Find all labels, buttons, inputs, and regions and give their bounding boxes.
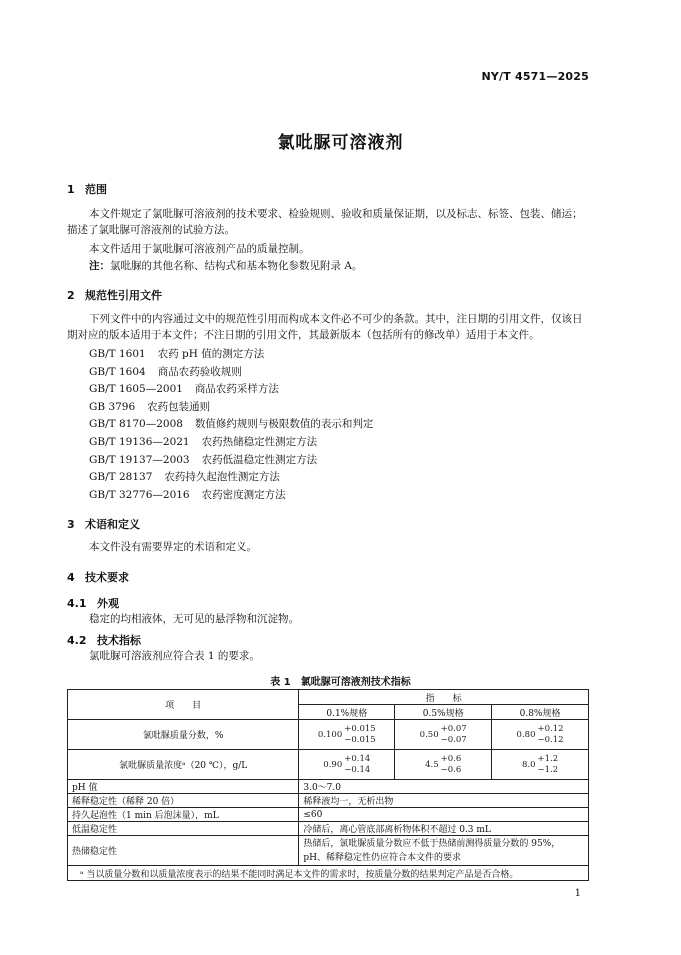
reference-code: GB/T 1601 [89, 348, 146, 360]
value-cell: ≤60 [299, 808, 589, 822]
reference-name: 数值修约规则与极限数值的表示和判定 [194, 418, 374, 431]
reference-item [89, 416, 373, 434]
base-value: 8.0 [521, 759, 536, 770]
plus-tolerance: +0.6 [440, 753, 462, 764]
reference-item [89, 434, 373, 452]
document-title: 氯吡脲可溶液剂 [277, 133, 404, 153]
reference-name: 商品农药验收规则 [157, 365, 242, 378]
section-4-heading [67, 569, 129, 585]
spec-header: 0.1%规格 [299, 705, 395, 720]
reference-name: 农药 pH 值的测定方法 [157, 348, 265, 360]
value-cell: 3.0～7.0 [299, 780, 589, 794]
reference-list [89, 346, 373, 504]
section-1-heading [67, 181, 107, 197]
section-number: 4.1 [67, 597, 87, 610]
reference-code: GB/T 32776—2016 [89, 488, 190, 501]
minus-tolerance: −1.2 [537, 764, 559, 775]
section-number: 1 [67, 183, 75, 196]
minus-tolerance: −0.6 [440, 764, 462, 775]
section-title: 技术指标 [97, 634, 141, 647]
header-item-cell: 项 目 [68, 690, 299, 720]
value-cell [395, 750, 492, 780]
table-row [68, 780, 589, 794]
minus-tolerance: −0.07 [440, 734, 467, 745]
section-4-2-heading [67, 632, 141, 648]
spec-header: 0.5%规格 [395, 705, 492, 720]
section-title: 技术要求 [85, 571, 129, 584]
section-number: 4 [67, 571, 75, 584]
plus-tolerance: +0.14 [344, 753, 371, 764]
section-title: 外观 [97, 597, 119, 610]
base-value: 4.5 [425, 759, 439, 770]
page-number: 1 [574, 888, 581, 899]
reference-name: 农药低温稳定性测定方法 [201, 453, 318, 466]
value-cell [395, 720, 492, 750]
reference-item [89, 399, 373, 417]
value-cell [299, 836, 589, 866]
scope-applicability: 本文件适用于氯吡脲可溶液剂产品的质量控制。 [89, 243, 310, 255]
reference-item [89, 364, 373, 382]
references-intro: 下列文件中的内容通过文中的规范性引用而构成本文件必不可少的条款。其中，注日期的引用文件，仅该日期对应的版本适用于本文件；不注日期的引用文件，其最新版本（包括所有的修改单）适用于本文件。 [67, 313, 583, 341]
minus-tolerance: −0.015 [344, 734, 376, 745]
table-row [68, 794, 589, 808]
scope-note [89, 258, 589, 274]
row-label: pH 值 [68, 780, 299, 794]
reference-code: GB/T 1605—2001 [89, 383, 183, 396]
section-number: 4.2 [67, 634, 87, 647]
heat-value-line-1: 热储后，氯吡脲质量分数应不低于热储前测得质量分数的 95%， [303, 838, 561, 849]
minus-tolerance: −0.12 [537, 734, 564, 745]
base-value: 0.90 [323, 759, 343, 770]
base-value: 0.50 [419, 729, 439, 740]
indicators-paragraph: 氯吡脲可溶液剂应符合表 1 的要求。 [89, 650, 260, 662]
reference-item [89, 381, 373, 399]
row-label: 氯吡脲质量浓度ᵃ（20 ℃），g/L [68, 750, 299, 780]
table-row [68, 822, 589, 836]
reference-item [89, 469, 373, 487]
value-cell [299, 750, 395, 780]
reference-code: GB/T 19136—2021 [89, 435, 190, 448]
scope-paragraph: 本文件规定了氯吡脲可溶液剂的技术要求、检验规则、验收和质量保证期，以及标志、标签、包装、储运；描述了氯吡脲可溶液剂的试验方法。 [67, 208, 583, 236]
reference-code: GB 3796 [89, 400, 136, 413]
value-cell: 冷储后，离心管底部离析物体积不超过 0.3 mL [299, 822, 589, 836]
value-cell: 稀释液均一，无析出物 [299, 794, 589, 808]
table-row [68, 866, 589, 881]
value-cell [492, 750, 589, 780]
section-title: 术语和定义 [85, 518, 140, 531]
appearance-paragraph: 稳定的均相液体，无可见的悬浮物和沉淀物。 [89, 613, 299, 625]
plus-tolerance: +0.07 [440, 723, 467, 734]
minus-tolerance: −0.14 [344, 764, 371, 775]
reference-item [89, 487, 373, 505]
row-label: 热储稳定性 [68, 836, 299, 866]
section-title: 规范性引用文件 [85, 289, 162, 302]
reference-code: GB/T 19137—2003 [89, 453, 190, 466]
row-label: 稀释稳定性（稀释 20 倍） [68, 794, 299, 808]
table-row [68, 750, 589, 780]
reference-code: GB/T 8170—2008 [89, 418, 183, 431]
table-row [68, 720, 589, 750]
row-label: 低温稳定性 [68, 822, 299, 836]
section-number: 2 [67, 289, 75, 302]
section-2-heading [67, 287, 162, 303]
table-row [68, 836, 589, 866]
plus-tolerance: +0.015 [344, 723, 376, 734]
spec-table [67, 689, 589, 881]
section-4-1-heading [67, 595, 119, 611]
section-title: 范围 [85, 183, 107, 196]
spec-header: 0.8%规格 [492, 705, 589, 720]
table-footnote: ᵃ 当以质量分数和以质量浓度表示的结果不能同时满足本文件的需求时，按质量分数的结果判定产品是否合格。 [68, 866, 589, 881]
value-cell [492, 720, 589, 750]
value-cell [299, 720, 395, 750]
terms-paragraph: 本文件没有需要界定的术语和定义。 [89, 541, 257, 553]
reference-name: 商品农药采样方法 [194, 383, 279, 396]
reference-name: 农药热储稳定性测定方法 [201, 435, 318, 448]
plus-tolerance: +0.12 [537, 723, 564, 734]
reference-name: 农药持久起泡性测定方法 [164, 471, 280, 484]
table-caption: 表 1 氯吡脲可溶液剂技术指标 [270, 677, 411, 688]
row-label: 持久起泡性（1 min 后泡沫量），mL [68, 808, 299, 822]
base-value: 0.100 [317, 729, 343, 740]
reference-item [89, 452, 373, 470]
reference-name: 农药密度测定方法 [201, 488, 286, 501]
note-label: 注： [89, 260, 110, 272]
standard-code: NY/T 4571—2025 [481, 70, 589, 83]
reference-code: GB/T 28137 [89, 471, 153, 484]
reference-item [89, 346, 373, 364]
section-number: 3 [67, 518, 75, 531]
reference-code: GB/T 1604 [89, 365, 146, 378]
reference-name: 农药包装通则 [147, 400, 211, 413]
table-row [68, 808, 589, 822]
base-value: 0.80 [516, 729, 536, 740]
table-row [68, 690, 589, 705]
row-label: 氯吡脲质量分数，% [68, 720, 299, 750]
note-text: 氯吡脲的其他名称、结构式和基本物化参数见附录 A。 [110, 260, 363, 272]
heat-value-line-2: pH、稀释稳定性仍应符合本文件的要求 [303, 852, 461, 863]
section-3-heading [67, 516, 140, 532]
plus-tolerance: +1.2 [537, 753, 559, 764]
header-index-cell: 指 标 [299, 690, 589, 705]
